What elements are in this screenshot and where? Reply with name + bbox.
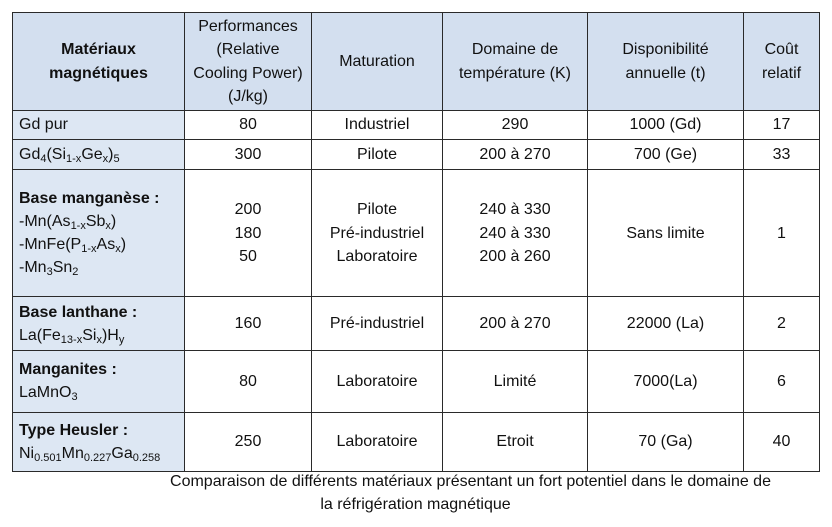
- table-row: [13, 351, 820, 412]
- formula-line: $Ni_{0.501}Mn_{0.227}Ga_{0.258}$: [19, 444, 161, 464]
- maturation-cell: Pré-industriel: [312, 297, 443, 351]
- availability-cell: 7000(La): [588, 351, 744, 412]
- caption-line-2: la réfrigération magnétique: [320, 496, 511, 513]
- table-caption: [12, 470, 819, 516]
- table-row: [13, 170, 820, 297]
- formula-line: $-MnFe(P_{1-x}As_x)$: [19, 236, 127, 256]
- header-cost: Coût relatif: [744, 13, 820, 111]
- performance-cell: 160: [185, 297, 312, 351]
- formula-line: $-Mn(As_{1-x}Sb_x)$: [19, 213, 117, 232]
- temperature-cell: 200 à 270: [443, 139, 588, 170]
- maturation-cell: Laboratoire: [312, 351, 443, 412]
- table-row: [13, 139, 820, 170]
- table-row: [13, 111, 820, 140]
- availability-cell: Sans limite: [588, 170, 744, 297]
- group-title: Manganites :: [19, 361, 117, 379]
- materials-table: [12, 12, 820, 472]
- table-row: [13, 297, 820, 351]
- material-formula: $Gd_4(Si_{1-x}Ge_x)_5$: [13, 139, 185, 170]
- cost-cell: 1: [744, 170, 820, 297]
- performance-cell: 80: [185, 351, 312, 412]
- cost-cell: 2: [744, 297, 820, 351]
- performance-cell: 200 180 50: [185, 170, 312, 297]
- availability-cell: 70 (Ga): [588, 412, 744, 471]
- maturation-cell: Pilote Pré-industriel Laboratoire: [312, 170, 443, 297]
- material-group: [13, 297, 185, 351]
- maturation-cell: Industriel: [312, 111, 443, 140]
- cost-cell: 40: [744, 412, 820, 471]
- header-row: [13, 13, 820, 111]
- availability-cell: 1000 (Gd): [588, 111, 744, 140]
- header-materials: Matériaux magnétiques: [13, 13, 185, 111]
- availability-cell: 700 (Ge): [588, 139, 744, 170]
- material-group: [13, 351, 185, 412]
- temperature-cell: 200 à 270: [443, 297, 588, 351]
- temperature-cell: 290: [443, 111, 588, 140]
- temperature-cell: Etroit: [443, 412, 588, 471]
- table-row: [13, 412, 820, 471]
- material-name: Gd pur: [13, 111, 185, 140]
- header-temperature: Domaine de température (K): [443, 13, 588, 111]
- formula-line: $La(Fe_{13-x}Si_x)H_y$: [19, 326, 125, 346]
- material-group: [13, 170, 185, 297]
- header-availability: Disponibilité annuelle (t): [588, 13, 744, 111]
- caption-line-1: Comparaison de différents matériaux présentant un fort potentiel dans le domaine de: [170, 473, 771, 490]
- header-performance: Performances (Relative Cooling Power) (J/kg): [185, 13, 312, 111]
- cost-cell: 17: [744, 111, 820, 140]
- group-title: Base manganèse :: [19, 189, 160, 207]
- performance-cell: 80: [185, 111, 312, 140]
- group-title: Type Heusler :: [19, 421, 129, 439]
- maturation-cell: Pilote: [312, 139, 443, 170]
- cost-cell: 6: [744, 351, 820, 412]
- formula-line: $-Mn_3Sn_2$: [19, 259, 79, 279]
- performance-cell: 300: [185, 139, 312, 170]
- temperature-cell: Limité: [443, 351, 588, 412]
- formula-line: LaMnO$_3$: [19, 384, 78, 404]
- temperature-cell: 240 à 330 240 à 330 200 à 260: [443, 170, 588, 297]
- availability-cell: 22000 (La): [588, 297, 744, 351]
- performance-cell: 250: [185, 412, 312, 471]
- group-title: Base lanthane :: [19, 303, 138, 321]
- header-maturation: Maturation: [312, 13, 443, 111]
- material-group: [13, 412, 185, 471]
- maturation-cell: Laboratoire: [312, 412, 443, 471]
- cost-cell: 33: [744, 139, 820, 170]
